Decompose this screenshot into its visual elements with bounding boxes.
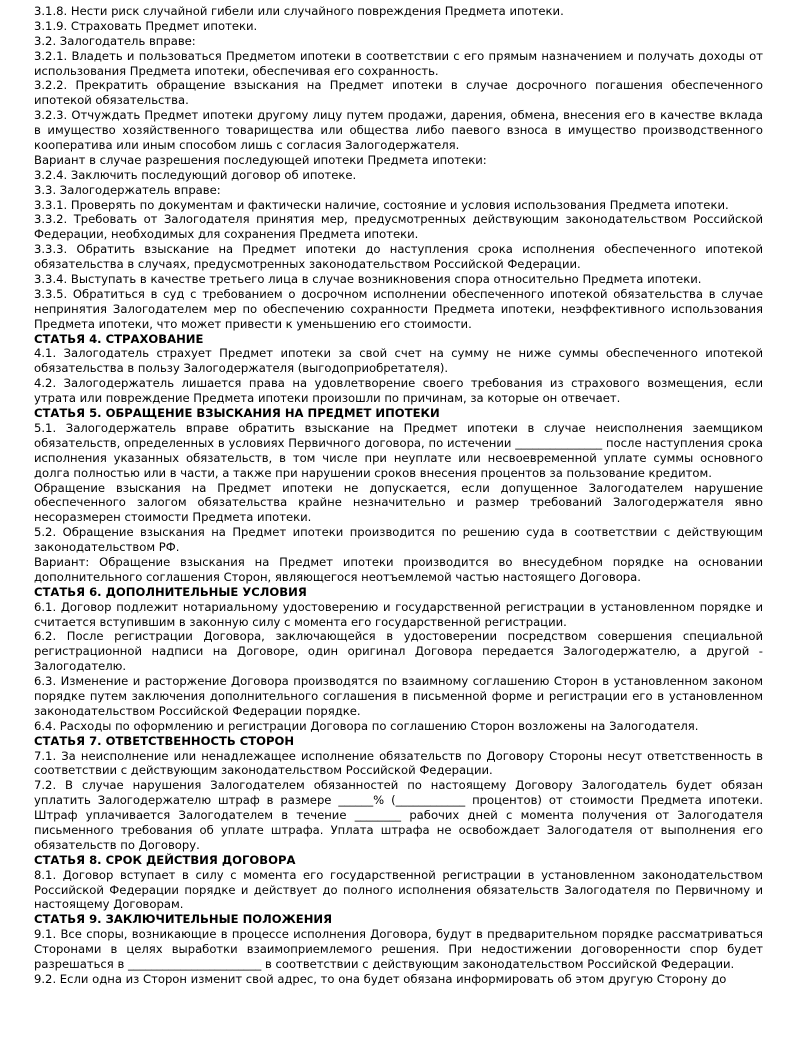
document-paragraph: 9.1. Все споры, возникающие в процессе исполнения Договора, будут в предварительном порядке рассматриваться Сторонами в целях выработки взаимоприемлемого решения. При недостижении договоренности спор будет разрешаться в _______________________ в соответствии с действующим законодательством Российской Федерации. [34, 927, 763, 971]
document-paragraph: 3.1.9. Страховать Предмет ипотеки. [34, 18, 258, 33]
document-paragraph: 6.2. После регистрации Договора, заключающейся в удостоверении посредством совершения специальной регистрационной надписи на Договоре, один оригинал Договора передается Залогодержателю, а другой - Залогодателю. [34, 629, 763, 674]
section-heading-article-6: СТАТЬЯ 6. ДОПОЛНИТЕЛЬНЫЕ УСЛОВИЯ [34, 584, 307, 599]
document-paragraph: 6.4. Расходы по оформлению и регистрации Договора по соглашению Сторон возложены на Залогодателя. [34, 718, 699, 733]
document-paragraph: 7.1. За неисполнение или ненадлежащее исполнение обязательств по Договору Стороны несут ответственность в соответствии с действующим законодательством Российской Федерации. [34, 748, 763, 778]
section-heading-article-9: СТАТЬЯ 9. ЗАКЛЮЧИТЕЛЬНЫЕ ПОЛОЖЕНИЯ [34, 912, 333, 927]
section-heading-article-7: СТАТЬЯ 7. ОТВЕТСТВЕННОСТЬ СТОРОН [34, 733, 295, 748]
document-paragraph: 8.1. Договор вступает в силу с момента его государственной регистрации в установленном законодательством Российской Федерации порядке и действует до полного исполнения обязательств Залогодателя по Первичному и настоящему Договорам. [34, 867, 763, 912]
document-paragraph: Обращение взыскания на Предмет ипотеки не допускается, если допущенное Залогодателем нарушение обеспеченного залогом обязательства крайне незначительно и размер требований Залогодержателя явно несоразмерен стоимости Предмета ипотеки. [34, 480, 763, 525]
document-paragraph: 3.3.2. Требовать от Залогодателя принятия мер, предусмотренных действующим законодательством Российской Федерации, необходимых для сохранения Предмета ипотеки. [34, 212, 763, 242]
document-paragraph: 5.1. Залогодержатель вправе обратить взыскание на Предмет ипотеки в случае неисполнения заемщиком обязательств, определенных в условиях Первичного договора, по истечении _______________ после наступления срока исполнения указанных обязательств, в том числе при неуплате или несвоевременной уплате суммы основного долга полностью или в части, а также при нарушении сроков внесения процентов за пользование кредитом. [34, 420, 763, 480]
document-paragraph: 3.3.5. Обратиться в суд с требованием о досрочном исполнении обеспеченного ипотекой обязательства в случае непринятия Залогодателем мер по обеспечению сохранности Предмета ипотеки, неэффективного использования Предмета ипотеки, что может привести к уменьшению его стоимости. [34, 286, 763, 331]
document-paragraph: 3.2.4. Заключить последующий договор об ипотеке. [34, 167, 357, 182]
document-paragraph: Вариант: Обращение взыскания на Предмет ипотеки производится во внесудебном порядке на основании дополнительного соглашения Сторон, являющегося неотъемлемой частью настоящего Договора. [34, 554, 763, 584]
section-heading-article-8: СТАТЬЯ 8. СРОК ДЕЙСТВИЯ ДОГОВОРА [34, 852, 296, 867]
document-paragraph: 3.2.1. Владеть и пользоваться Предметом ипотеки в соответствии с его прямым назначением и получать доходы от использования Предмета ипотеки, обеспечивая его сохранность. [34, 48, 763, 78]
document-paragraph: 3.2. Залогодатель вправе: [34, 33, 196, 48]
document-paragraph: 3.3.1. Проверять по документам и фактически наличие, состояние и условия использования Предмета ипотеки. [34, 197, 729, 212]
document-paragraph: 3.1.8. Нести риск случайной гибели или случайного повреждения Предмета ипотеки. [34, 4, 564, 18]
document-paragraph: 7.2. В случае нарушения Залогодателем обязанностей по настоящему Договору Залогодатель будет обязан уплатить Залогодержателю штраф в размере ______% (____________ процентов) от стоимости Предмета ипотеки. Штраф уплачивается Залогодателем в течение ________ рабочих дней с момента получения от Залогодателя письменного требования об уплате штрафа. Уплата штрафа не освобождает Залогодателя от выполнения его обязательств по Договору. [34, 778, 763, 852]
document-paragraph: 3.3.3. Обратить взыскание на Предмет ипотеки до наступления срока исполнения обеспеченного ипотекой обязательства в случаях, предусмотренных законодательством Российской Федерации. [34, 242, 763, 272]
document-body [34, 4, 763, 987]
document-paragraph: 4.2. Залогодержатель лишается права на удовлетворение своего требования из страхового возмещения, если утрата или повреждение Предмета ипотеки произошли по причинам, за которые он отвечает. [34, 376, 763, 406]
section-heading-article-5: СТАТЬЯ 5. ОБРАЩЕНИЕ ВЗЫСКАНИЯ НА ПРЕДМЕТ ИПОТЕКИ [34, 406, 440, 421]
document-paragraph: 3.3.4. Выступать в качестве третьего лица в случае возникновения спора относительно Предмета ипотеки. [34, 272, 702, 287]
document-paragraph: Вариант в случае разрешения последующей ипотеки Предмета ипотеки: [34, 152, 487, 167]
document-paragraph: 4.1. Залогодатель страхует Предмет ипотеки за свой счет на сумму не ниже суммы обеспеченного ипотекой обязательства в пользу Залогодержателя (выгодоприобретателя). [34, 346, 763, 376]
document-paragraph: 3.2.3. Отчуждать Предмет ипотеки другому лицу путем продажи, дарения, обмена, внесения его в качестве вклада в имущество хозяйственного товарищества или общества либо паевого взноса в имущество производственного кооператива или иным способом лишь с согласия Залогодержателя. [34, 108, 763, 153]
document-paragraph: 6.1. Договор подлежит нотариальному удостоверению и государственной регистрации в установленном порядке и считается вступившим в законную силу с момента его государственной регистрации. [34, 599, 763, 629]
document-paragraph: 5.2. Обращение взыскания на Предмет ипотеки производится по решению суда в соответствии с действующим законодательством РФ. [34, 525, 763, 555]
document-paragraph: 3.2.2. Прекратить обращение взыскания на Предмет ипотеки в случае досрочного погашения обеспеченного ипотекой обязательства. [34, 78, 763, 108]
section-heading-article-4: СТАТЬЯ 4. СТРАХОВАНИЕ [34, 331, 204, 346]
document-paragraph: 9.2. Если одна из Сторон изменит свой адрес, то она будет обязана информировать об этом другую Сторону до [34, 971, 727, 986]
document-paragraph: 6.3. Изменение и расторжение Договора производятся по взаимному соглашению Сторон в установленном законом порядке путем заключения дополнительного соглашения в письменной форме и регистрации его в установленном законодательством Российской Федерации порядке. [34, 674, 763, 718]
document-paragraph: 3.3. Залогодержатель вправе: [34, 182, 221, 197]
